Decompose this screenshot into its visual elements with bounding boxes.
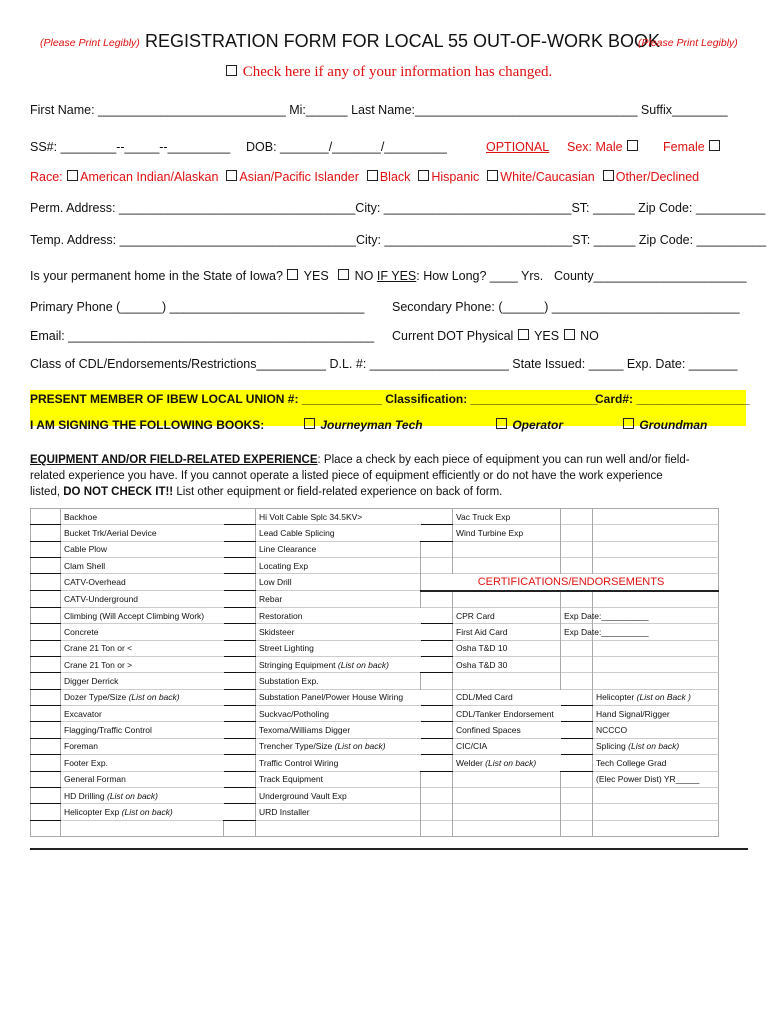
equipment-label: Underground Vault Exp [256, 787, 421, 803]
cert-label: (Elec Power Dist) YR_____ [593, 771, 719, 787]
equipment-label: CATV-Underground [61, 591, 224, 608]
check-blank[interactable] [31, 624, 61, 640]
table-row [31, 624, 719, 640]
sex-male-label: Sex: Male [567, 140, 623, 154]
check-blank [421, 804, 453, 820]
equipment-label: Rebar [256, 591, 421, 608]
race-row [30, 170, 699, 184]
equipment-label: Track Equipment [256, 771, 421, 787]
equipment-label [61, 820, 224, 836]
iowa-yes-label: YES [303, 269, 329, 283]
name-line[interactable]: First Name: ___________________________ Mi:______ Last Name:________________________________ Suffix________ [30, 103, 728, 117]
equipment-label: Backhoe [61, 509, 224, 525]
check-blank[interactable] [224, 541, 256, 557]
checkbox-icon[interactable] [226, 65, 237, 76]
table-row [31, 673, 719, 689]
table-row [31, 608, 719, 624]
checkbox-icon[interactable] [496, 418, 507, 429]
cert-label: Welder (List on back) [453, 755, 561, 771]
exp-date-cell [561, 640, 593, 656]
check-blank[interactable] [31, 804, 61, 820]
exp-date-cell [561, 673, 593, 689]
equipment-label: General Forman [61, 771, 224, 787]
check-blank[interactable] [421, 706, 453, 722]
check-blank[interactable] [31, 525, 61, 541]
table-row [31, 804, 719, 820]
equipment-label: Dozer Type/Size (List on back) [61, 689, 224, 705]
checkbox-icon[interactable] [564, 329, 575, 340]
card-number-field[interactable]: Card#: _________________ [595, 392, 750, 406]
list-on-back-note: (List on back) [121, 806, 173, 817]
check-blank[interactable] [31, 591, 61, 608]
equipment-label: Digger Derrick [61, 673, 224, 689]
check-blank[interactable] [224, 706, 256, 722]
check-blank[interactable] [31, 657, 61, 673]
equipment-label: HD Drilling (List on back) [61, 787, 224, 803]
signing-books-label: I AM SIGNING THE FOLLOWING BOOKS: [30, 418, 265, 432]
check-blank[interactable] [31, 722, 61, 738]
equipment-label: Substation Panel/Power House Wiring [256, 689, 421, 705]
list-on-back-note: (List on back) [337, 659, 389, 670]
cert-label: Osha T&D 30 [453, 657, 561, 673]
cert-label: Vac Truck Exp [453, 509, 561, 525]
optional-label: OPTIONAL [486, 140, 550, 154]
checkbox-icon[interactable] [418, 170, 429, 181]
check-blank [421, 591, 453, 608]
equipment-label: Concrete [61, 624, 224, 640]
iowa-no-label: NO [354, 269, 374, 283]
equipment-label: Cable Plow [61, 541, 224, 557]
checkbox-icon[interactable] [627, 140, 638, 151]
present-member-line[interactable]: PRESENT MEMBER OF IBEW LOCAL UNION #: ____________ Classification: ___________________ [30, 392, 598, 406]
check-blank[interactable] [224, 608, 256, 624]
check-blank[interactable] [421, 525, 453, 541]
cdl-line[interactable]: Class of CDL/Endorsements/Restrictions__________ D.L. #: ____________________ State Issued: _____ Exp. Date: _______ [30, 357, 738, 371]
equipment-label: Texoma/Williams Digger [256, 722, 421, 738]
checkbox-icon[interactable] [304, 418, 315, 429]
checkbox-icon[interactable] [338, 269, 349, 280]
check-blank[interactable] [224, 525, 256, 541]
table-row [31, 640, 719, 656]
certifications-heading: CERTIFICATIONS/ENDORSEMENTS [421, 574, 719, 591]
dob-field[interactable]: DOB: _______/_______/_________ [246, 140, 447, 154]
check-blank[interactable] [561, 738, 593, 754]
equipment-label: Lead Cable Splicing [256, 525, 421, 541]
cert-label [593, 541, 719, 557]
equipment-label: Helicopter Exp (List on back) [61, 804, 224, 820]
do-not-check-warning: DO NOT CHECK IT!! [63, 486, 174, 498]
check-blank[interactable] [31, 673, 61, 689]
check-blank[interactable] [224, 787, 256, 803]
equipment-label: Street Lighting [256, 640, 421, 656]
exp-date-cell [561, 525, 593, 541]
check-blank [421, 787, 453, 803]
equipment-text-2: related experience you have. If you cannot operate a listed piece of equipment efficiently or do not have the work experience [30, 470, 663, 482]
exp-date-cell [561, 657, 593, 673]
print-note-left: (Please Print Legibly) [40, 37, 140, 49]
book-label: Groundman [639, 418, 708, 432]
perm-address-line[interactable]: Perm. Address: __________________________________City: ___________________________ST: ______ Zip Code: __________ [30, 201, 766, 215]
check-blank[interactable] [224, 591, 256, 608]
cert-label: Wind Turbine Exp [453, 525, 561, 541]
if-yes-label: IF YES [376, 269, 417, 283]
equipment-label: Footer Exp. [61, 755, 224, 771]
check-blank[interactable] [421, 608, 453, 624]
list-on-back-note: (List on Back ) [636, 692, 691, 703]
exp-date-cell [561, 509, 593, 525]
table-row [31, 771, 719, 787]
cert-label: CIC/CIA [453, 738, 561, 754]
cert-label [453, 787, 561, 803]
cert-label [593, 820, 719, 836]
table-row [31, 689, 719, 705]
list-on-back-note: (List on back) [628, 741, 680, 752]
check-blank[interactable] [561, 706, 593, 722]
dot-physical-label: Current DOT Physical [392, 329, 514, 343]
equipment-label: Hi Volt Cable Splc 34.5KV> [256, 509, 421, 525]
table-row [31, 558, 719, 574]
cert-label: CPR Card [453, 608, 561, 624]
cert-label [453, 591, 561, 608]
exp-date-cell [561, 591, 593, 608]
checkbox-icon[interactable] [287, 269, 298, 280]
check-blank[interactable] [224, 771, 256, 787]
check-blank[interactable] [31, 755, 61, 771]
checkbox-icon[interactable] [367, 170, 378, 181]
cert-label [453, 541, 561, 557]
cert-label: Hand Signal/Rigger [593, 706, 719, 722]
cert-label: Osha T&D 10 [453, 640, 561, 656]
check-blank[interactable] [31, 738, 61, 754]
race-option[interactable]: White/Caucasian [500, 170, 595, 184]
check-blank [31, 820, 61, 836]
check-blank[interactable] [31, 787, 61, 803]
equipment-label: Substation Exp. [256, 673, 421, 689]
dot-no-label: NO [580, 329, 599, 343]
check-blank[interactable] [421, 738, 453, 754]
check-blank[interactable] [31, 608, 61, 624]
checkbox-icon[interactable] [518, 329, 529, 340]
table-row [31, 574, 719, 591]
checkbox-icon[interactable] [623, 418, 634, 429]
iowa-question: Is your permanent home in the State of Iowa? [30, 269, 283, 283]
race-option[interactable]: Other/Declined [615, 170, 700, 184]
exp-date-cell [561, 804, 593, 820]
cert-label: First Aid Card [453, 624, 561, 640]
dot-physical-row [392, 329, 599, 343]
equipment-heading: EQUIPMENT AND/OR FIELD-RELATED EXPERIENCE [30, 454, 318, 466]
check-blank[interactable] [561, 755, 593, 771]
equipment-text-1: : Place a check by each piece of equipment you can run well and/or field- [317, 454, 690, 466]
check-blank[interactable] [31, 509, 61, 525]
exp-date-field[interactable]: Exp Date:__________ [561, 608, 593, 624]
check-blank[interactable] [421, 640, 453, 656]
table-row [31, 787, 719, 803]
sex-female-label: Female [663, 140, 705, 154]
check-blank[interactable] [421, 689, 453, 705]
cert-label: CDL/Med Card [453, 689, 561, 705]
check-blank[interactable] [421, 722, 453, 738]
list-on-back-note: (List on back) [106, 790, 159, 801]
table-row [31, 525, 719, 541]
cert-label [593, 640, 719, 656]
cert-label [593, 591, 719, 608]
check-blank[interactable] [31, 706, 61, 722]
race-option[interactable]: Asian/Pacific Islander [239, 170, 359, 184]
check-blank[interactable] [31, 640, 61, 656]
check-blank[interactable] [31, 771, 61, 787]
check-blank[interactable] [31, 574, 61, 591]
cert-label [593, 525, 719, 541]
check-blank[interactable] [561, 689, 593, 705]
cert-label [593, 787, 719, 803]
table-row [31, 755, 719, 771]
list-on-back-note: (List on back) [128, 692, 180, 703]
cert-label [593, 804, 719, 820]
cert-label [593, 673, 719, 689]
checkbox-icon[interactable] [67, 170, 78, 181]
equipment-label: Locating Exp [256, 558, 421, 574]
race-option[interactable]: Hispanic [431, 170, 480, 184]
equipment-text-3c: List other equipment or field-related experience on back of form. [173, 486, 503, 498]
exp-date-cell [561, 787, 593, 803]
check-blank [421, 820, 453, 836]
equipment-label: Line Clearance [256, 541, 421, 557]
check-blank [224, 820, 256, 836]
equipment-label: Suckvac/Potholing [256, 706, 421, 722]
table-row [31, 591, 719, 608]
equipment-label: Clam Shell [61, 558, 224, 574]
info-changed-checkbox-row[interactable] [225, 64, 552, 81]
book-label: Journeyman Tech [320, 418, 423, 432]
table-row [31, 657, 719, 673]
checkbox-icon[interactable] [487, 170, 498, 181]
equipment-label: Bucket Trk/Aerial Device [61, 525, 224, 541]
check-blank[interactable] [224, 574, 256, 591]
cert-label [453, 820, 561, 836]
equipment-label: Stringing Equipment (List on back) [256, 657, 421, 673]
dot-yes-label: YES [534, 329, 560, 343]
book-operator[interactable] [495, 418, 563, 432]
check-blank [421, 558, 453, 574]
county-field[interactable]: County______________________ [554, 269, 747, 283]
list-on-back-note: (List on back) [485, 757, 537, 768]
ss-field[interactable]: SS#: ________--_____--_________ [30, 140, 231, 154]
check-blank[interactable] [31, 689, 61, 705]
check-blank[interactable] [224, 755, 256, 771]
email-field[interactable]: Email: ____________________________________________ [30, 329, 375, 343]
sex-male-option[interactable] [567, 140, 640, 154]
cert-label [593, 509, 719, 525]
check-blank[interactable] [224, 722, 256, 738]
check-blank[interactable] [224, 689, 256, 705]
cert-label [453, 673, 561, 689]
exp-date-cell [561, 541, 593, 557]
check-blank[interactable] [421, 509, 453, 525]
cert-label [453, 558, 561, 574]
race-label: Race: [30, 170, 63, 184]
check-blank[interactable] [421, 755, 453, 771]
equipment-label: Low Drill [256, 574, 421, 591]
race-option[interactable]: American Indian/Alaskan [80, 170, 219, 184]
check-blank[interactable] [224, 738, 256, 754]
equipment-label: Flagging/Traffic Control [61, 722, 224, 738]
info-changed-label: Check here if any of your information has changed. [242, 64, 553, 80]
table-row [31, 541, 719, 557]
check-blank [421, 673, 453, 689]
list-on-back-note: (List on back) [334, 741, 386, 752]
equipment-text-3a: listed, [30, 486, 64, 498]
check-blank[interactable] [224, 624, 256, 640]
checkbox-icon[interactable] [226, 170, 237, 181]
cert-label [593, 657, 719, 673]
check-blank[interactable] [421, 624, 453, 640]
table-row [31, 706, 719, 722]
exp-date-cell [561, 820, 593, 836]
bottom-divider [30, 848, 748, 850]
equipment-label: CATV-Overhead [61, 574, 224, 591]
book-journeyman-tech[interactable] [303, 418, 423, 432]
equipment-table [30, 508, 719, 837]
equipment-label: Crane 21 Ton or < [61, 640, 224, 656]
cert-label: Confined Spaces [453, 722, 561, 738]
cert-label [453, 771, 561, 787]
equipment-label: Restoration [256, 608, 421, 624]
check-blank[interactable] [224, 657, 256, 673]
equipment-instructions [30, 452, 690, 500]
iowa-row [30, 269, 543, 283]
race-option[interactable]: Black [379, 170, 411, 184]
check-blank[interactable] [224, 804, 256, 820]
equipment-label: Crane 21 Ton or > [61, 657, 224, 673]
equipment-label: Excavator [61, 706, 224, 722]
check-blank[interactable] [31, 558, 61, 574]
table-row [31, 820, 719, 836]
check-blank[interactable] [31, 541, 61, 557]
table-row [31, 722, 719, 738]
table-row [31, 509, 719, 525]
book-label: Operator [512, 418, 564, 432]
check-blank[interactable] [421, 657, 453, 673]
secondary-phone-field[interactable]: Secondary Phone: (______) ___________________________ [392, 300, 740, 314]
equipment-label: Skidsteer [256, 624, 421, 640]
cert-label: Tech College Grad [593, 755, 719, 771]
check-blank[interactable] [561, 722, 593, 738]
print-note-right: (Please Print Legibly) [638, 37, 738, 49]
cert-label: CDL/Tanker Endorsement [453, 706, 561, 722]
exp-date-cell [561, 771, 593, 787]
equipment-label: Traffic Control Wiring [256, 755, 421, 771]
cert-label: NCCCO [593, 722, 719, 738]
primary-phone-field[interactable]: Primary Phone (______) ____________________________ [30, 300, 365, 314]
equipment-label: Foreman [61, 738, 224, 754]
form-title: REGISTRATION FORM FOR LOCAL 55 OUT-OF-WORK BOOK [145, 31, 661, 51]
check-blank[interactable] [224, 509, 256, 525]
checkbox-icon[interactable] [603, 170, 614, 181]
check-blank[interactable] [224, 558, 256, 574]
equipment-label [256, 820, 421, 836]
check-blank [421, 771, 453, 787]
equipment-label: URD Installer [256, 804, 421, 820]
equipment-label: Trencher Type/Size (List on back) [256, 738, 421, 754]
temp-address-line[interactable]: Temp. Address: __________________________________City: ___________________________ST: ______ Zip Code: __________ [30, 233, 767, 247]
exp-date-cell [561, 558, 593, 574]
sex-female-option[interactable] [663, 140, 722, 154]
how-long-field[interactable]: : How Long? ____ Yrs. [416, 269, 544, 283]
checkbox-icon[interactable] [709, 140, 720, 151]
check-blank [421, 541, 453, 557]
cert-label: Splicing (List on back) [593, 738, 719, 754]
check-blank[interactable] [224, 640, 256, 656]
cert-label [453, 804, 561, 820]
cert-label [593, 558, 719, 574]
check-blank[interactable] [224, 673, 256, 689]
book-groundman[interactable] [622, 418, 707, 432]
equipment-label: Climbing (Will Accept Climbing Work) [61, 608, 224, 624]
exp-date-field[interactable]: Exp Date:__________ [561, 624, 593, 640]
cert-label: Helicopter (List on Back ) [593, 689, 719, 705]
table-row [31, 738, 719, 754]
